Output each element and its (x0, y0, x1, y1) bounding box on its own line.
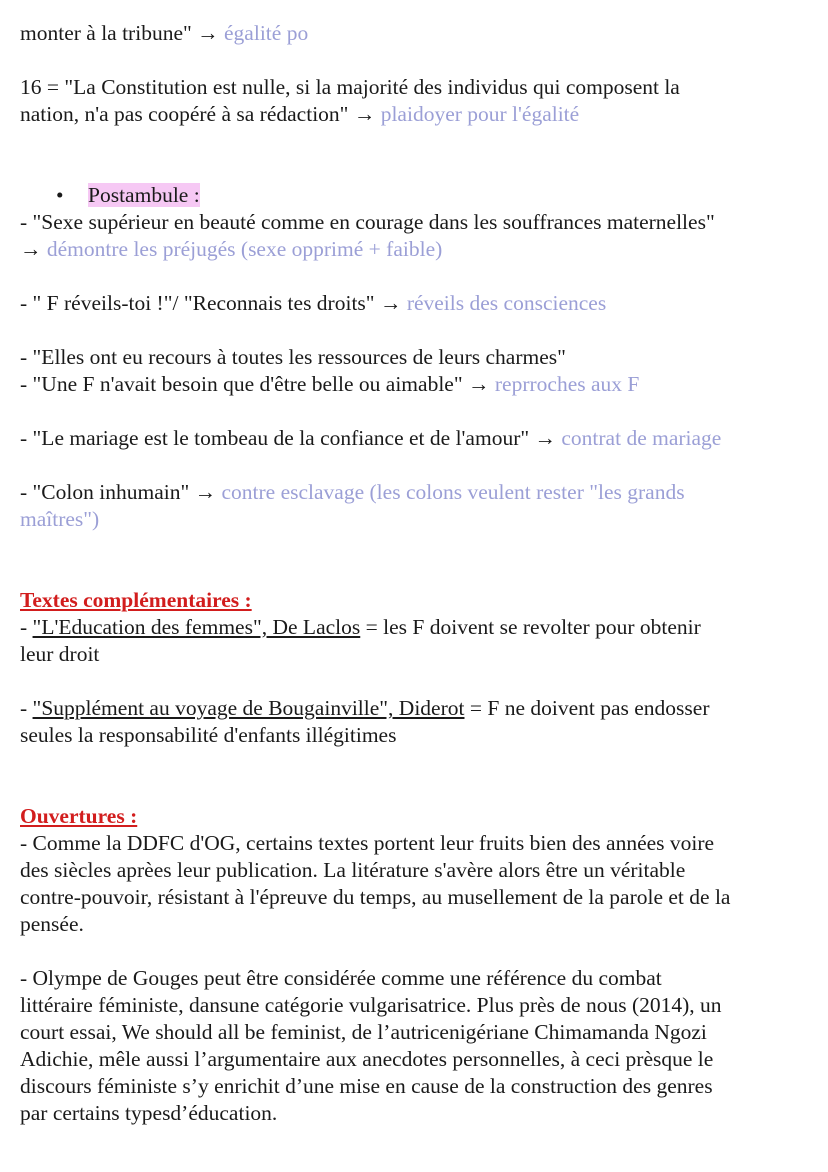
annotation-note: contrat de mariage (561, 426, 722, 450)
paragraph-line: littéraire féministe, dansune catégorie vulgarisatrice. Plus près de nous (2014), un (20, 993, 722, 1017)
bullet-icon: • (56, 183, 64, 207)
section-heading (20, 587, 810, 614)
arrow-icon: → (379, 291, 402, 315)
annotation-note: contre esclavage (les colons veulent rester "les grands (221, 480, 685, 504)
quote-text: - "Une F n'avait besoin que d'être belle ou aimable" (20, 372, 463, 396)
reference-summary: = F ne doivent pas endosser (464, 696, 710, 720)
paragraph-line: pensée. (20, 912, 84, 936)
paragraph-line: contre-pouvoir, résistant à l'épreuve du temps, au musellement de la parole et de la (20, 885, 731, 909)
paragraph-line: par certains typesd’éducation. (20, 1101, 278, 1125)
reference-line (20, 614, 810, 641)
arrow-icon: → (468, 372, 490, 396)
reference-line (20, 695, 810, 722)
article-16-line-2 (20, 101, 810, 128)
postambule-note-line (20, 506, 810, 533)
postambule-quote: - "Elles ont eu recours à toutes les ressources de leurs charmes" (20, 345, 566, 369)
paragraph-line: discours féministe s’y enrichit d’une mise en cause de la construction des genres (20, 1074, 713, 1098)
postambule-quote (20, 290, 810, 317)
reference-summary: = les F doivent se revolter pour obtenir (360, 615, 701, 639)
quote-text: - "Le mariage est le tombeau de la confiance et de l'amour" (20, 426, 530, 450)
annotation-note: plaidoyer pour l'égalité (380, 102, 580, 126)
arrow-icon: → (534, 426, 556, 450)
arrow-icon: → (20, 237, 42, 261)
paragraph-line: des siècles aprèes leur publication. La litérature s'avère alors être un véritable (20, 858, 686, 882)
arrow-icon: → (194, 480, 217, 504)
paragraph-line: court essai, We should all be feminist, de l’autricenigériane Chimamanda Ngozi (20, 1020, 707, 1044)
arrow-icon: → (197, 21, 219, 45)
postambule-note-line (20, 236, 810, 263)
dash: - (20, 615, 33, 639)
reference-title: "L'Education des femmes", De Laclos (32, 615, 361, 639)
quote-text: - "Colon inhumain" (20, 480, 190, 504)
section-heading (20, 803, 810, 830)
postambule-quote (20, 425, 810, 452)
paragraph-line: Adichie, mêle aussi l’argumentaire aux anecdotes personnelles, à ceci prèsque le (20, 1047, 714, 1071)
ouvertures-heading: Ouvertures : (20, 804, 138, 828)
paragraph-line: - Olympe de Gouges peut être considérée comme une référence du combat (20, 966, 662, 990)
reference-title: "Supplément au voyage de Bougainville", Diderot (32, 696, 465, 720)
paragraph-line: - Comme la DDFC d'OG, certains textes portent leur fruits bien des années voire (20, 831, 715, 855)
textes-heading: Textes complémentaires : (20, 588, 252, 612)
text-line (20, 20, 810, 47)
document-page (20, 20, 810, 1127)
postambule-quote (20, 371, 810, 398)
quote-text: - " F réveils-toi !"/ "Reconnais tes droits" (20, 291, 375, 315)
article-16-line-1: 16 = "La Constitution est nulle, si la majorité des individus qui composent la (20, 75, 680, 99)
annotation-note: reprroches aux F (494, 372, 640, 396)
quote-text: nation, n'a pas coopéré à sa rédaction" (20, 102, 349, 126)
postambule-quote: - "Sexe supérieur en beauté comme en courage dans les souffrances maternelles" (20, 210, 715, 234)
annotation-note: démontre les préjugés (sexe opprimé + faible) (46, 237, 443, 261)
annotation-note: maîtres") (20, 507, 100, 531)
postambule-quote (20, 479, 810, 506)
dash: - (20, 696, 33, 720)
annotation-note: égalité po (224, 21, 309, 45)
postambule-label: Postambule : (88, 183, 200, 207)
reference-line: leur droit (20, 642, 100, 666)
arrow-icon: → (353, 102, 376, 126)
reference-line: seules la responsabilité d'enfants illégitimes (20, 723, 397, 747)
quote-text: monter à la tribune" (20, 21, 192, 45)
postambule-bullet (20, 182, 810, 209)
annotation-note: réveils des consciences (406, 291, 607, 315)
